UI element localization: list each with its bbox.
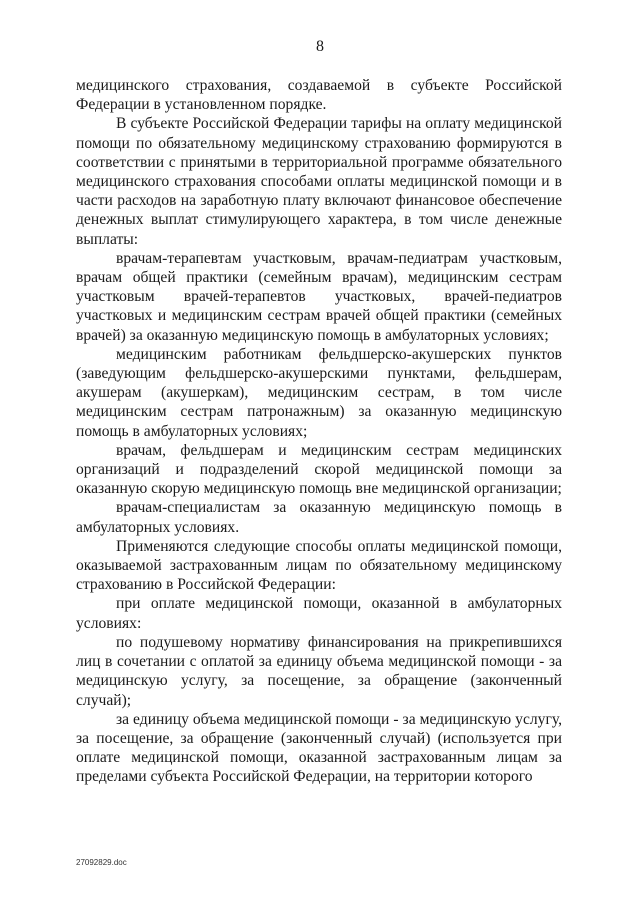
paragraph-payment-methods: Применяются следующие способы оплаты медицинской помощи, оказываемой застрахованным лицам по обязательному медицинскому страхованию в Российской Федерации: [76,537,562,594]
paragraph-list-item: за единицу объема медицинской помощи - за медицинскую услугу, за посещение, за обращение (законченный случай) (используется при оплате медицинской помощи, оказанной застрахованным лицам за пределами субъекта Российской Федерации, на территории которого [76,710,562,786]
paragraph-list-item: медицинским работникам фельдшерско-акушерских пунктов (заведующим фельдшерско-акушерскими пунктами, фельдшерам, акушерам (акушеркам), медицинским сестрам, в том числе медицинским сестрам патронажным) за оказанную медицинскую помощь в амбулаторных условиях; [76,345,562,440]
document-body [76,76,562,787]
paragraph-continuation: медицинского страхования, создаваемой в субъекте Российской Федерации в установленном порядке. [76,77,562,114]
page-number: 8 [316,38,324,55]
paragraph-tariffs: В субъекте Российской Федерации тарифы на оплату медицинской помощи по обязательному медицинскому страхованию формируются в соответствии с принятыми в территориальной программе обязательного медицинского страхования способами оплаты медицинской помощи и в части расходов на заработную плату включают финансовое обеспечение денежных выплат стимулирующего характера, в том числе денежные выплаты: [76,115,562,248]
paragraph-list-item: врачам-терапевтам участковым, врачам-педиатрам участковым, врачам общей практики (семейным врачам), медицинским сестрам участковым врачей-терапевтов участковых, врачей-педиатров участковых и медицинским сестрам врачей общей практики (семейных врачей) за оказанную медицинскую помощь в амбулаторных условиях; [76,249,562,344]
paragraph-list-item: при оплате медицинской помощи, оказанной в амбулаторных условиях: [76,595,562,632]
paragraph-list-item: врачам, фельдшерам и медицинским сестрам медицинских организаций и подразделений скорой медицинской помощи за оказанную скорую медицинскую помощь вне медицинской организации; [76,441,562,498]
paragraph-list-item: по подушевому нормативу финансирования на прикрепившихся лиц в сочетании с оплатой за единицу объема медицинской помощи - за медицинскую услугу, за посещение, за обращение (законченный случай); [76,633,562,709]
footer-filename: 27092829.doc [76,858,127,867]
paragraph-list-item: врачам-специалистам за оказанную медицинскую помощь в амбулаторных условиях. [76,499,562,536]
